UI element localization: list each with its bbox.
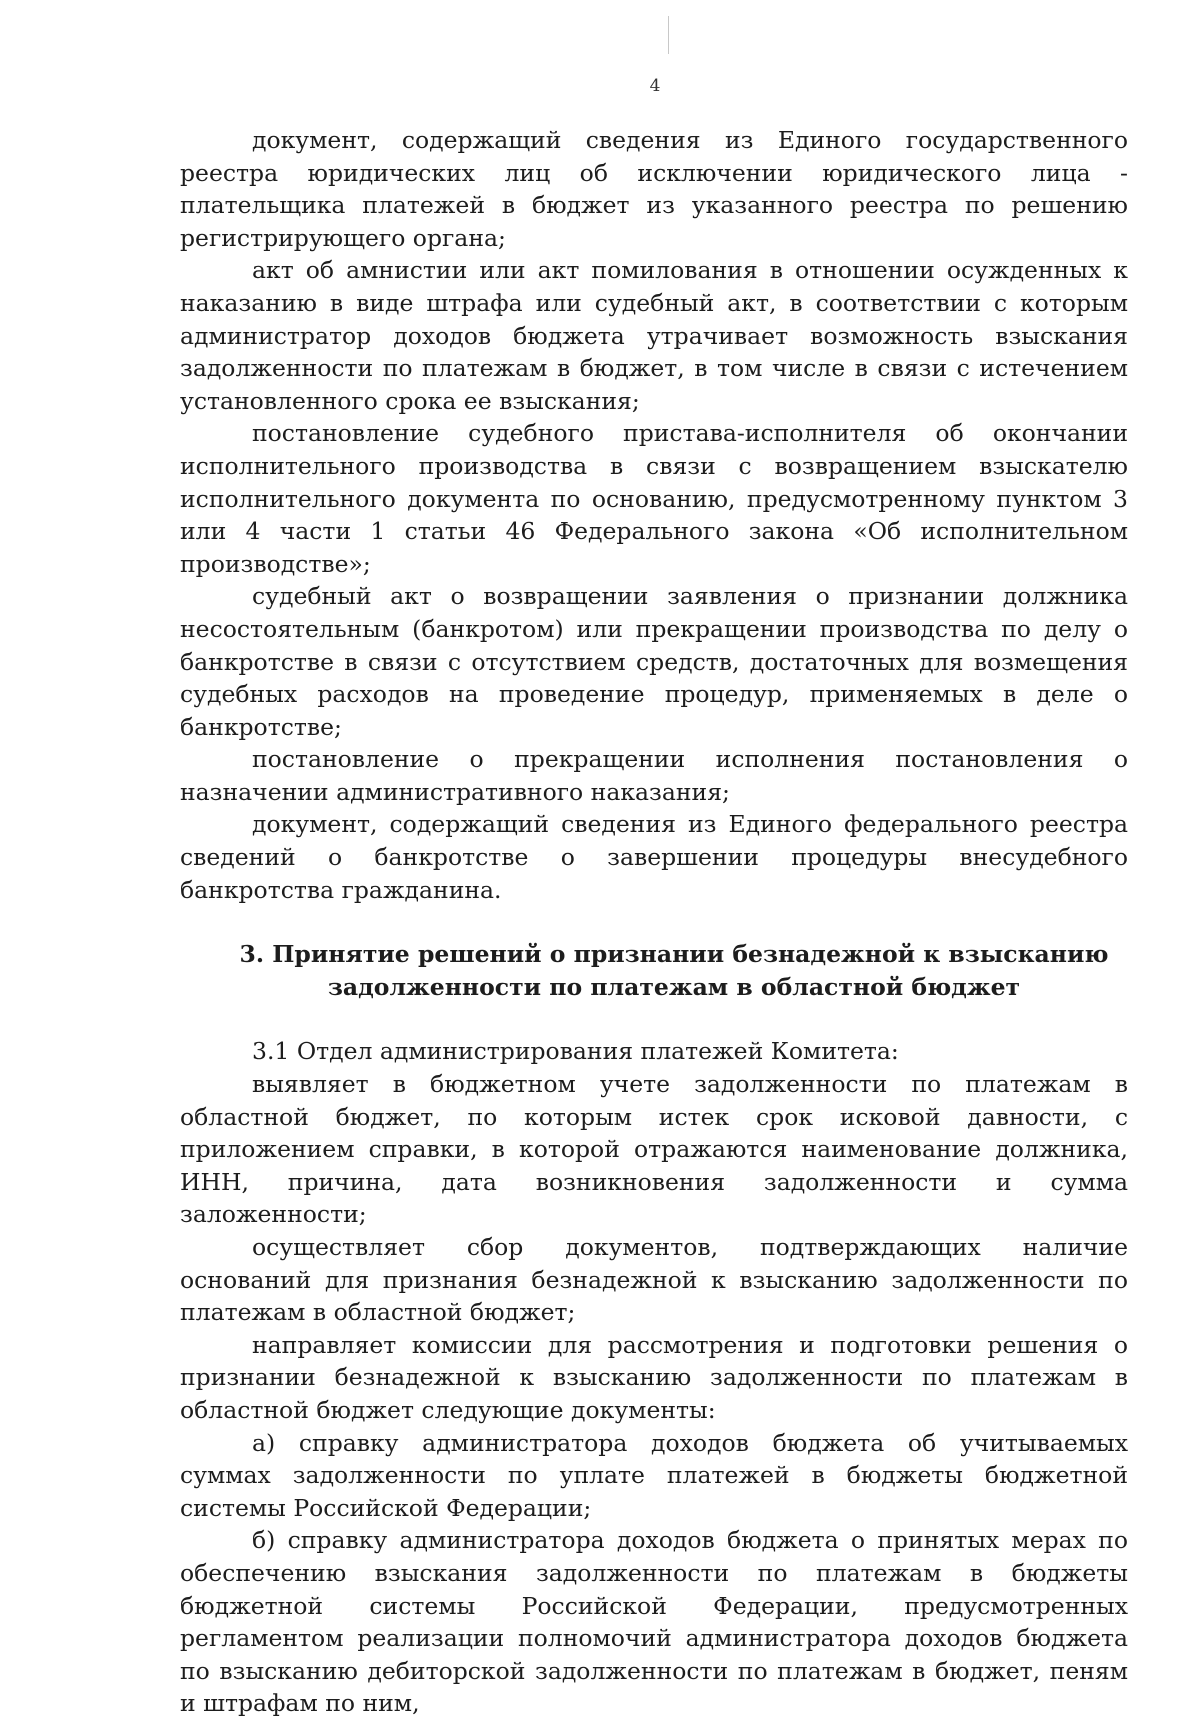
paragraph-extrajudicial-bankruptcy: документ, содержащий сведения из Единого федерального реестра сведений о банкротстве о завершении процедуры внесудебного банкротства гражданина. [180, 810, 1128, 904]
binding-mark [668, 16, 669, 54]
paragraph-3-1-title: 3.1 Отдел администрирования платежей Комитета: [252, 1037, 899, 1066]
paragraph-identifies-debts: выявляет в бюджетном учете задолженности по платежам в областной бюджет, по которым истек срок исковой давности, с приложением справки, в которой отражаются наименование должника, ИНН, причина, дата возникновения задолженности и сумма заложенности; [180, 1070, 1128, 1229]
section-gap [180, 1003, 1128, 1035]
section-heading-line-2: задолженности по платежам в областной бюджет [327, 972, 1021, 1001]
paragraph-collects-documents: осуществляет сбор документов, подтверждающих наличие оснований для признания безнадежной к взысканию задолженности по платежам в областной бюджет; [180, 1233, 1128, 1327]
paragraph-bailiff-resolution: постановление судебного пристава-исполнителя об окончании исполнительного производства в связи с возвращением взыскателю исполнительного документа по основанию, предусмотренному пунктом 3 или 4 части 1 статьи 46 Федерального закона «Об исполнительном производстве»; [180, 419, 1128, 578]
section-gap [180, 906, 1128, 938]
paragraph-item-b: б) справку администратора доходов бюджета о принятых мерах по обеспечению взыскания задолженности по платежам в бюджеты бюджетной системы Российской Федерации, предусмотренных регламентом реализации полномочий администратора доходов бюджета по взысканию дебиторской задолженности по платежам в бюджет, пеням и штрафам по ним, [180, 1526, 1128, 1718]
section-heading-line-1: 3. Принятие решений о признании безнадежной к взысканию [239, 940, 1109, 969]
paragraph-sends-to-commission: направляет комиссии для рассмотрения и подготовки решения о признании безнадежной к взысканию задолженности по платежам в областной бюджет следующие документы: [180, 1330, 1128, 1424]
paragraph-item-a: а) справку администратора доходов бюджета об учитываемых суммах задолженности по уплате платежей в бюджеты бюджетной системы Российской Федерации; [180, 1428, 1128, 1522]
paragraph-bankruptcy-court-act: судебный акт о возвращении заявления о признании должника несостоятельным (банкротом) или прекращении производства по делу о банкротстве в связи с отсутствием средств, достаточных для возмещения судебных расходов на проведение процедур, применяемых в деле о банкротстве; [180, 582, 1128, 741]
paragraph-termination-resolution: постановление о прекращении исполнения постановления о назначении административного наказания; [180, 745, 1128, 806]
paragraph-amnesty-act: акт об амнистии или акт помилования в отношении осужденных к наказанию в виде штрафа или судебный акт, в соответствии с которым администратор доходов бюджета утрачивает возможность взыскания задолженности по платежам в бюджет, в том числе в связи с истечением установленного срока ее взыскания; [180, 256, 1128, 415]
section-heading [180, 938, 1128, 1003]
page-number: 4 [649, 76, 661, 96]
document-body [180, 124, 1128, 1720]
paragraph-registry-exclusion: документ, содержащий сведения из Единого государственного реестра юридических лиц об исключении юридического лица - плательщика платежей в бюджет из указанного реестра по решению регистрирующего органа; [180, 126, 1128, 252]
